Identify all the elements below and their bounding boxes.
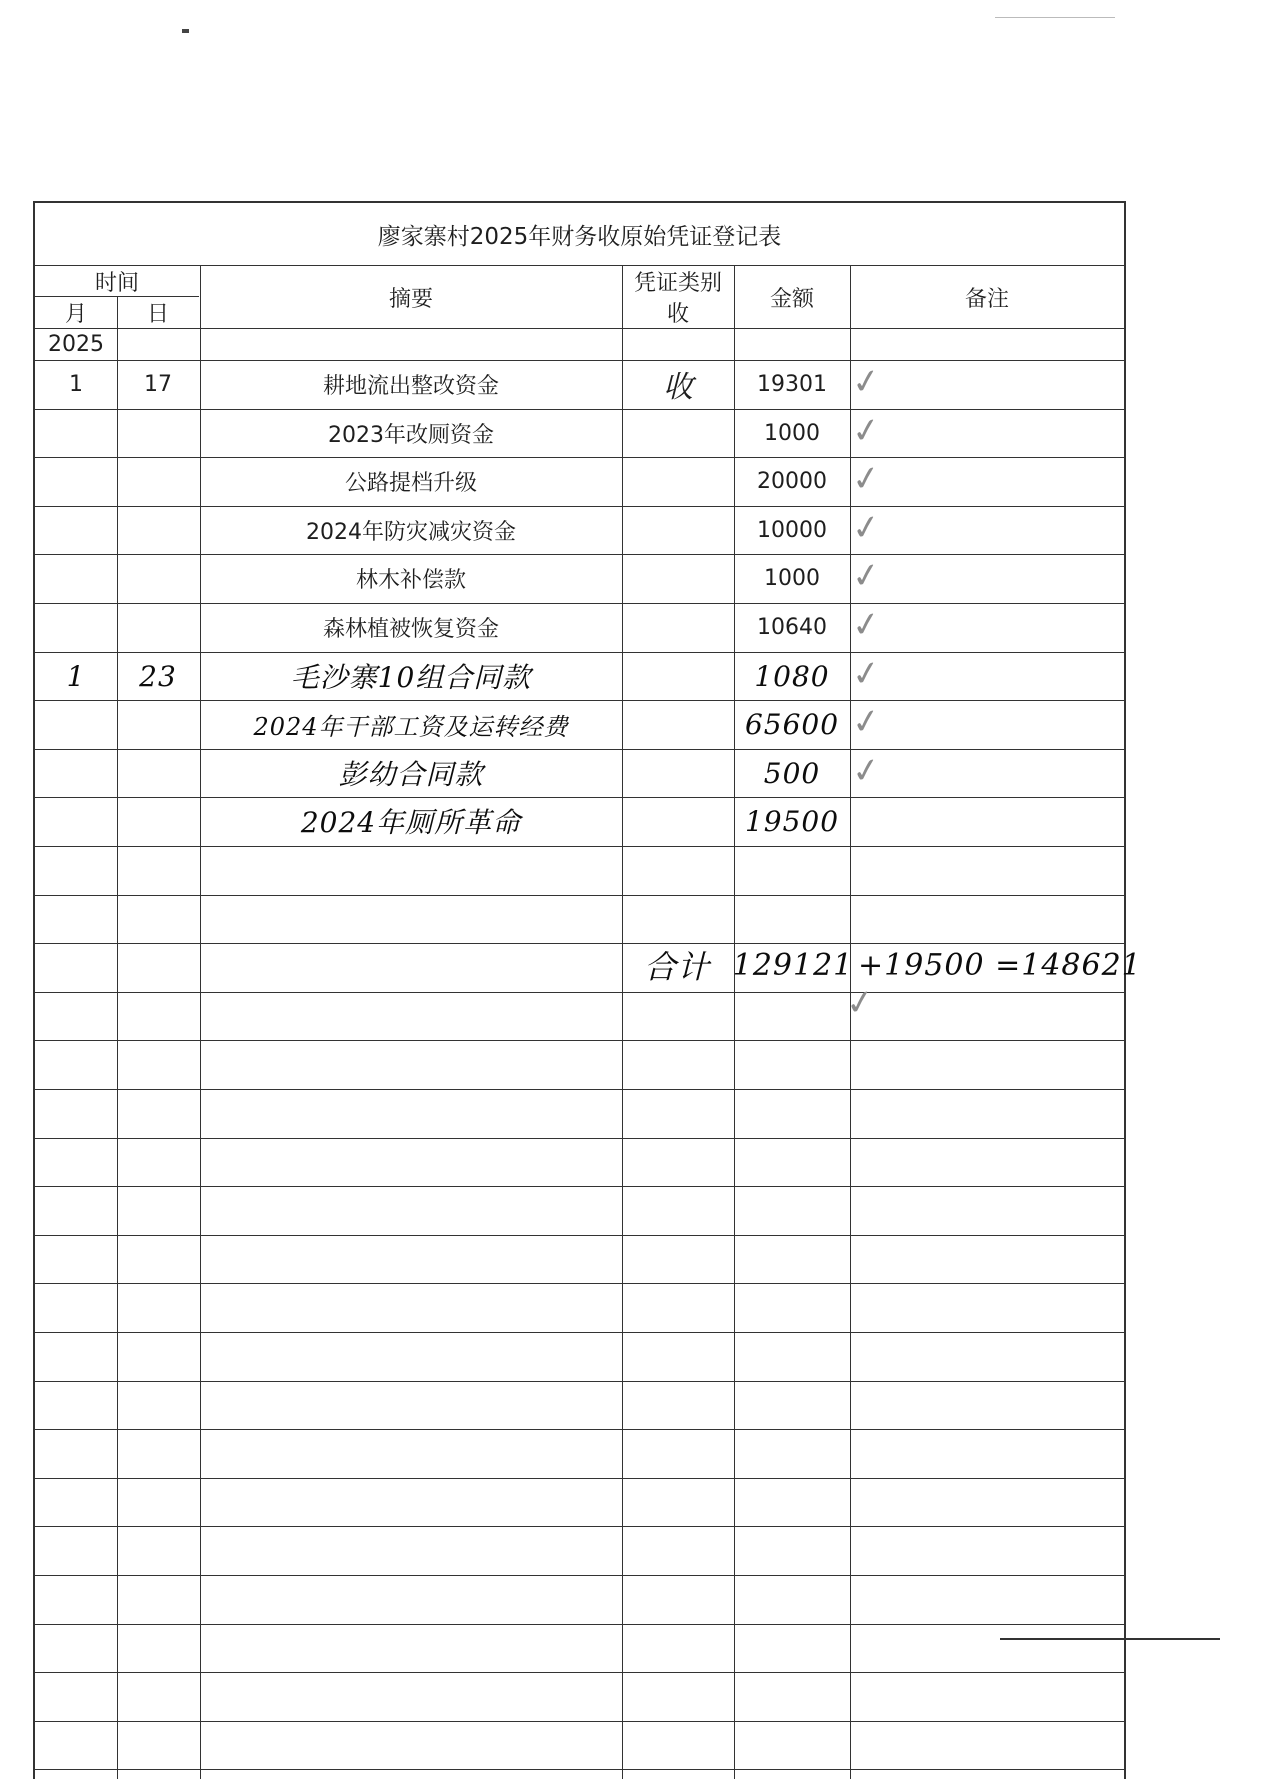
row-voucher-type: 收 [663, 370, 693, 405]
grid-hline [34, 1575, 1125, 1576]
row-day: 23 [139, 659, 177, 693]
row-day [117, 749, 199, 797]
grid-hline [34, 1186, 1125, 1187]
row-month [35, 797, 117, 845]
row-summary: 毛沙寨10组合同款 [290, 661, 532, 694]
row-check-icon: ✓ [849, 506, 884, 550]
header-summary: 摘要 [388, 286, 433, 312]
header-voucher-type: 凭证类别 [633, 270, 722, 296]
row-check-icon: ✓ [849, 360, 884, 404]
row-day: 17 [144, 371, 172, 397]
row-month [35, 700, 117, 748]
grid-hline [34, 1332, 1125, 1333]
row-month: 1 [66, 659, 86, 693]
grid-hline [34, 1478, 1125, 1479]
row-check-icon: ✓ [849, 652, 884, 696]
row-day [117, 797, 199, 845]
header-time: 时间 [94, 270, 139, 296]
grid-hline [34, 1381, 1125, 1382]
grid-hline [34, 1429, 1125, 1430]
header-remarks: 备注 [964, 286, 1009, 312]
row-summary: 彭幼合同款 [338, 758, 484, 791]
row-month [35, 749, 117, 797]
row-amount: 65600 [744, 707, 840, 741]
row-day [117, 506, 199, 554]
row-check-icon: ✓ [849, 603, 884, 647]
header-month: 月 [64, 301, 87, 327]
row-summary: 公路提档升级 [344, 470, 477, 496]
row-voucher-type [622, 652, 734, 700]
row-voucher-type [622, 506, 734, 554]
row-amount: 500 [763, 756, 821, 790]
row-voucher-type [622, 603, 734, 651]
row-day [117, 554, 199, 602]
row-day [117, 700, 199, 748]
grid-hline [34, 1283, 1125, 1284]
row-amount: 19301 [757, 371, 827, 397]
grid-hline [34, 1040, 1125, 1041]
row-summary: 2024年干部工资及运转经费 [253, 712, 569, 741]
row-month: 1 [69, 371, 83, 397]
row-amount: 1080 [754, 659, 830, 693]
row-day [117, 409, 199, 457]
year-label: 2025 [48, 331, 104, 357]
row-voucher-type [622, 457, 734, 505]
row-voucher-type [622, 409, 734, 457]
grid-hline [34, 895, 1125, 896]
row-summary: 林木补偿款 [355, 567, 466, 593]
scan-line [1000, 1638, 1220, 1640]
total-label: 合计 [643, 948, 710, 986]
row-check-icon: ✓ [849, 749, 884, 793]
row-day [117, 457, 199, 505]
row-amount: 1000 [764, 420, 820, 446]
row-amount: 19500 [744, 804, 840, 838]
row-voucher-type [622, 749, 734, 797]
row-summary: 2023年改厕资金 [328, 422, 494, 448]
total-amount: 129121 [732, 947, 854, 983]
total-calculation: +19500 =148621 [858, 947, 1142, 983]
grid-hline [34, 846, 1125, 847]
row-voucher-type [622, 554, 734, 602]
row-check-icon: ✓ [849, 700, 884, 744]
grid-hline [34, 992, 1125, 993]
grid-hline [34, 1624, 1125, 1625]
row-check-icon: ✓ [849, 457, 884, 501]
row-month [35, 457, 117, 505]
row-month [35, 506, 117, 554]
header-amount: 金额 [769, 286, 814, 312]
row-amount: 20000 [757, 468, 827, 494]
row-month [35, 603, 117, 651]
header-voucher-type-sub: 收 [666, 301, 689, 327]
row-day [117, 603, 199, 651]
header-day: 日 [146, 301, 169, 327]
row-amount: 1000 [764, 565, 820, 591]
row-summary: 耕地流出整改资金 [322, 373, 499, 399]
scan-speck [182, 29, 189, 33]
row-summary: 2024年防灾减灾资金 [306, 519, 516, 545]
scan-streak [995, 17, 1115, 18]
table-title: 廖家寨村2025年财务收原始凭证登记表 [377, 223, 782, 250]
grid-hline [34, 1721, 1125, 1722]
row-month [35, 409, 117, 457]
grid-hline [34, 1526, 1125, 1527]
row-month [35, 554, 117, 602]
row-check-icon: ✓ [849, 409, 884, 453]
row-check-icon: ✓ [849, 554, 884, 598]
grid-hline [34, 1769, 1125, 1770]
grid-hline [34, 328, 1125, 329]
row-summary: 2024年厕所革命 [300, 806, 522, 839]
grid-hline [34, 1235, 1125, 1236]
grid-hline [34, 1672, 1125, 1673]
row-summary: 森林植被恢复资金 [322, 616, 499, 642]
grid-hline [34, 1138, 1125, 1139]
row-voucher-type [622, 700, 734, 748]
row-voucher-type [622, 797, 734, 845]
row-amount: 10640 [757, 614, 827, 640]
grid-hline [34, 1089, 1125, 1090]
total-check-icon: ✓ [843, 981, 878, 1025]
row-amount: 10000 [757, 517, 827, 543]
